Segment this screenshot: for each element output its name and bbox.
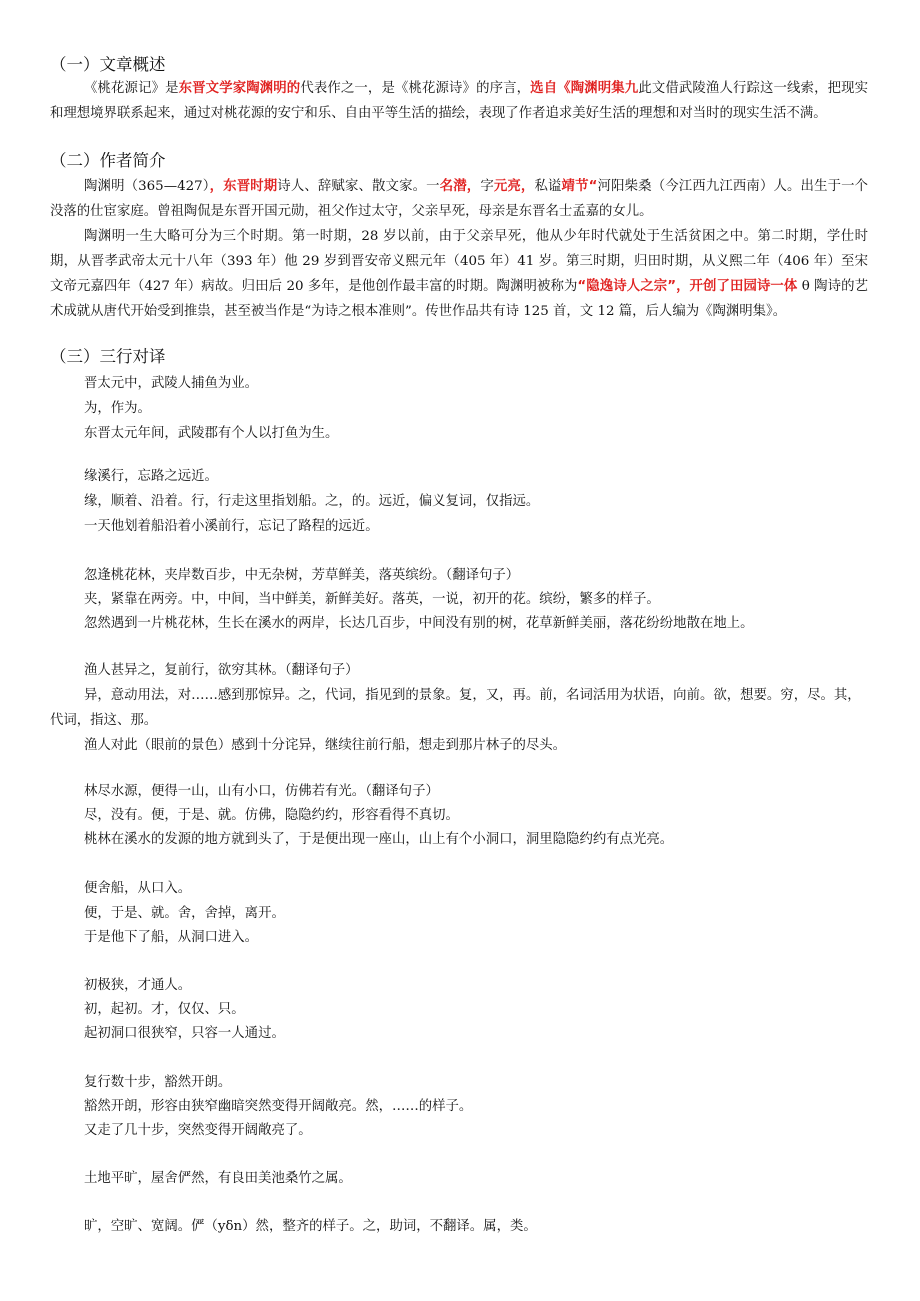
translation-line: 渔人对此（眼前的景色）感到十分诧异，继续往前行船，想走到那片林子的尽头。: [84, 738, 567, 753]
overview-highlight-author: 东晋文学家陶渊明的: [178, 81, 301, 96]
author-highlight-era: ，东晋时期: [209, 179, 278, 194]
author-text: 陶渊明（365—427）: [84, 179, 210, 194]
overview-text: 代表作之一，是《桃花源诗》的序言，: [300, 81, 531, 96]
translation-line: 初，起初。才，仅仅、只。: [84, 1002, 245, 1017]
translation-line: 便舍船，从口入。: [84, 881, 192, 896]
overview-highlight-source: 选自《陶渊明集九: [530, 81, 639, 96]
author-text: 字: [480, 179, 494, 194]
translation-line: 桃林在溪水的发源的地方就到头了，于是便出现一座山，山上有个小洞口，洞里隐隐约约有点光亮。: [84, 832, 674, 847]
translation-line: 起初洞口很狭窄，只容一人通过。: [84, 1026, 285, 1041]
translation-line: 尽，没有。便，于是、就。仿佛，隐隐约约，形容看得不真切。: [84, 808, 459, 823]
author-text: 陶渊明一生大略可分为三个时期。第一时期，28 岁以前，由于父亲早死，他从少年时代就处于生活贫困之中。第二时期，学仕时期，从晋孝武帝太元十八年（393 年）他 29 岁到晋安帝义熙元年（405 年）41 岁。第三时期，归田时期，从义熙二年（406 年）至宋文帝元嘉四年（427 年）病故。归田后 20 多年，是他创作最丰富的时期。陶渊明被称为: [50, 229, 868, 294]
author-highlight-courtesy: 元亮，: [493, 179, 535, 194]
translation-line-wrapped: 异，意动用法，对……感到那惊异。之，代词，指见到的景象。复，又，再。前，名词活用为状语，向前。欲，想要。穷，尽。其，代词，指这、那。: [50, 688, 861, 728]
translation-line: 土地平旷，屋舍俨然，有良田美池桑竹之属。: [84, 1171, 352, 1186]
translation-line: 便，于是、就。舍，舍掉，离开。: [84, 906, 285, 921]
author-highlight-title: “隐逸诗人之宗”，开创了田园诗一体: [577, 279, 798, 294]
translation-line: 缘溪行，忘路之远近。: [84, 469, 218, 484]
author-text: 私谥: [534, 179, 562, 194]
author-highlight-name: 名潜，: [439, 179, 481, 194]
section-heading-translation: （三）三行对译: [50, 347, 166, 366]
author-paragraph-2: [50, 224, 868, 324]
translation-line: 缘，顺着、沿着。行，行走这里指划船。之，的。远近，偏义复词，仅指远。: [84, 494, 540, 509]
translation-line: 初极狭，才通人。: [84, 978, 192, 993]
translation-line: 又走了几十步，突然变得开阔敞亮了。: [84, 1123, 312, 1138]
translation-line: 渔人甚异之，复前行，欲穷其林。（翻译句子）: [84, 663, 359, 678]
translation-line: 旷，空旷、宽阔。俨（yδn）然，整齐的样子。之，助词，不翻译。属，类。: [84, 1219, 537, 1234]
overview-text: 《桃花源记》是: [84, 81, 179, 96]
translation-line: 为，作为。: [84, 401, 151, 416]
author-text: 河阳柴桑（今江西九江西南）人。出生于一个没落的仕宦家庭。曾祖陶侃是东晋开国元勋，祖父作过太守，父亲早死，母亲是东晋名士孟嘉的女儿。: [50, 179, 869, 219]
translation-line: 夹，紧靠在两旁。中，中间，当中鲜美，新鲜美好。落英，一说，初开的花。缤纷，繁多的样子。: [84, 592, 660, 607]
translation-line: 于是他下了船，从洞口进入。: [84, 930, 259, 945]
overview-text: 此文借武陵渔人行踪这一线索，把现实和理想境界联系起来，通过对桃花源的安宁和乐、自由平等生活的描绘，表现了作者追求美好生活的理想和对当时的现实生活不满。: [50, 81, 869, 121]
section-heading-overview: （一）文章概述: [50, 55, 166, 74]
translation-line: 忽逢桃花林，夹岸数百步，中无杂树，芳草鲜美，落英缤纷。（翻译句子）: [84, 568, 520, 583]
translation-line: 豁然开朗，形容由狭窄幽暗突然变得开阔敞亮。然，……的样子。: [84, 1099, 473, 1114]
overview-paragraph: [50, 76, 868, 126]
translation-line: 东晋太元年间，武陵郡有个人以打鱼为生。: [84, 426, 339, 441]
author-text: 诗人、辞赋家、散文家。一: [277, 179, 440, 194]
translation-line: 复行数十步，豁然开朗。: [84, 1075, 232, 1090]
translation-line: 忽然遇到一片桃花林，生长在溪水的两岸，长达几百步，中间没有别的树，花草新鲜美丽，落花纷纷地散在地上。: [84, 616, 754, 631]
author-paragraph-1: [50, 174, 868, 224]
section-heading-author: （二）作者简介: [50, 151, 166, 170]
author-highlight-posthumous: 靖节“: [561, 179, 598, 194]
translation-line: 一天他划着船沿着小溪前行，忘记了路程的远近。: [84, 519, 379, 534]
author-text: θ 陶诗的艺术成就从唐代开始受到推祟，甚至被当作是“为诗之根本准则”。传世作品共有诗 125 首，文 12 篇，后人编为《陶渊明集》。: [50, 279, 868, 319]
translation-line: 林尽水源，便得一山，山有小口，仿佛若有光。（翻译句子）: [84, 784, 439, 799]
translation-line: 晋太元中，武陵人捕鱼为业。: [84, 376, 259, 391]
